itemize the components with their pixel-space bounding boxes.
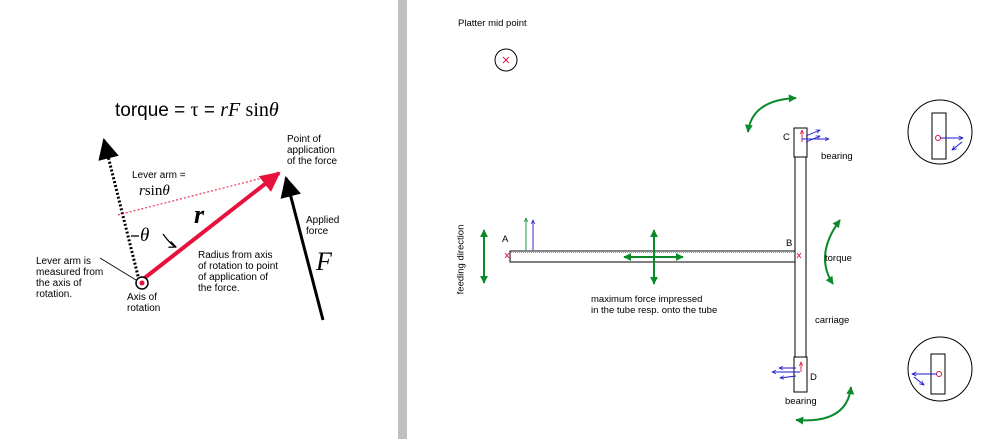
axis-leader-line bbox=[100, 258, 136, 280]
carriage-bar bbox=[795, 157, 806, 357]
platter-midpoint-label: Platter mid point bbox=[458, 18, 527, 29]
formula-theta: θ bbox=[268, 99, 279, 121]
torque-arrow bbox=[825, 220, 840, 284]
max-force-label: maximum force impressed in the tube resp. onto the tube bbox=[591, 294, 718, 316]
formula-equals-2: = bbox=[203, 100, 215, 121]
formula-tau: τ bbox=[190, 99, 199, 121]
panel-divider bbox=[398, 0, 407, 439]
lever-arm-title: Lever arm = bbox=[132, 170, 186, 181]
bearing-detail-top bbox=[908, 100, 972, 164]
formula-sin: sin bbox=[245, 99, 269, 121]
lever-arm-formula bbox=[139, 182, 170, 200]
axis-of-rotation-label: Axis of rotation bbox=[127, 292, 161, 314]
bearing-bottom-label: bearing bbox=[785, 396, 817, 407]
tube bbox=[510, 251, 795, 262]
radius-note: Radius from axis of rotation to point of application of the force. bbox=[198, 250, 279, 294]
point-D-label: D bbox=[810, 372, 817, 383]
point-of-application-label: Point of application of the force bbox=[287, 134, 338, 167]
formula-word: torque bbox=[115, 100, 169, 121]
rotation-arrow-top bbox=[748, 98, 796, 132]
torque-formula bbox=[115, 99, 279, 122]
bearing-block-bottom bbox=[794, 357, 807, 392]
marker-B bbox=[797, 253, 801, 258]
lever-arm-line bbox=[104, 140, 140, 284]
force-vectors-C bbox=[802, 130, 829, 142]
theta-symbol: θ bbox=[140, 225, 150, 246]
lever-arm-r: r bbox=[139, 183, 145, 199]
r-symbol: r bbox=[194, 200, 205, 229]
lever-arm-theta: θ bbox=[162, 183, 170, 199]
bearing-block-top bbox=[794, 128, 807, 157]
formula-rF: rF bbox=[220, 99, 241, 121]
F-symbol: F bbox=[316, 247, 332, 276]
lever-arm-sin: sin bbox=[144, 183, 163, 199]
lever-arm-note: Lever arm is measured from the axis of rotation. bbox=[36, 256, 104, 300]
axis-dot bbox=[140, 281, 145, 286]
feeding-direction-label: feeding direction bbox=[455, 224, 467, 295]
theta-arc bbox=[163, 234, 176, 247]
bearing-detail-bottom bbox=[908, 337, 972, 401]
marker-A bbox=[505, 253, 509, 258]
platter-midpoint bbox=[495, 49, 517, 71]
force-vectors-D bbox=[772, 362, 801, 378]
bearing-top-label: bearing bbox=[821, 151, 853, 162]
formula-equals: = bbox=[174, 100, 186, 121]
point-A-label: A bbox=[502, 234, 509, 245]
point-B-label: B bbox=[786, 238, 793, 249]
carriage-label: carriage bbox=[815, 315, 850, 326]
point-C-label: C bbox=[783, 132, 790, 143]
torque-label: torque bbox=[825, 253, 852, 264]
applied-force-label: Applied force bbox=[306, 215, 340, 237]
